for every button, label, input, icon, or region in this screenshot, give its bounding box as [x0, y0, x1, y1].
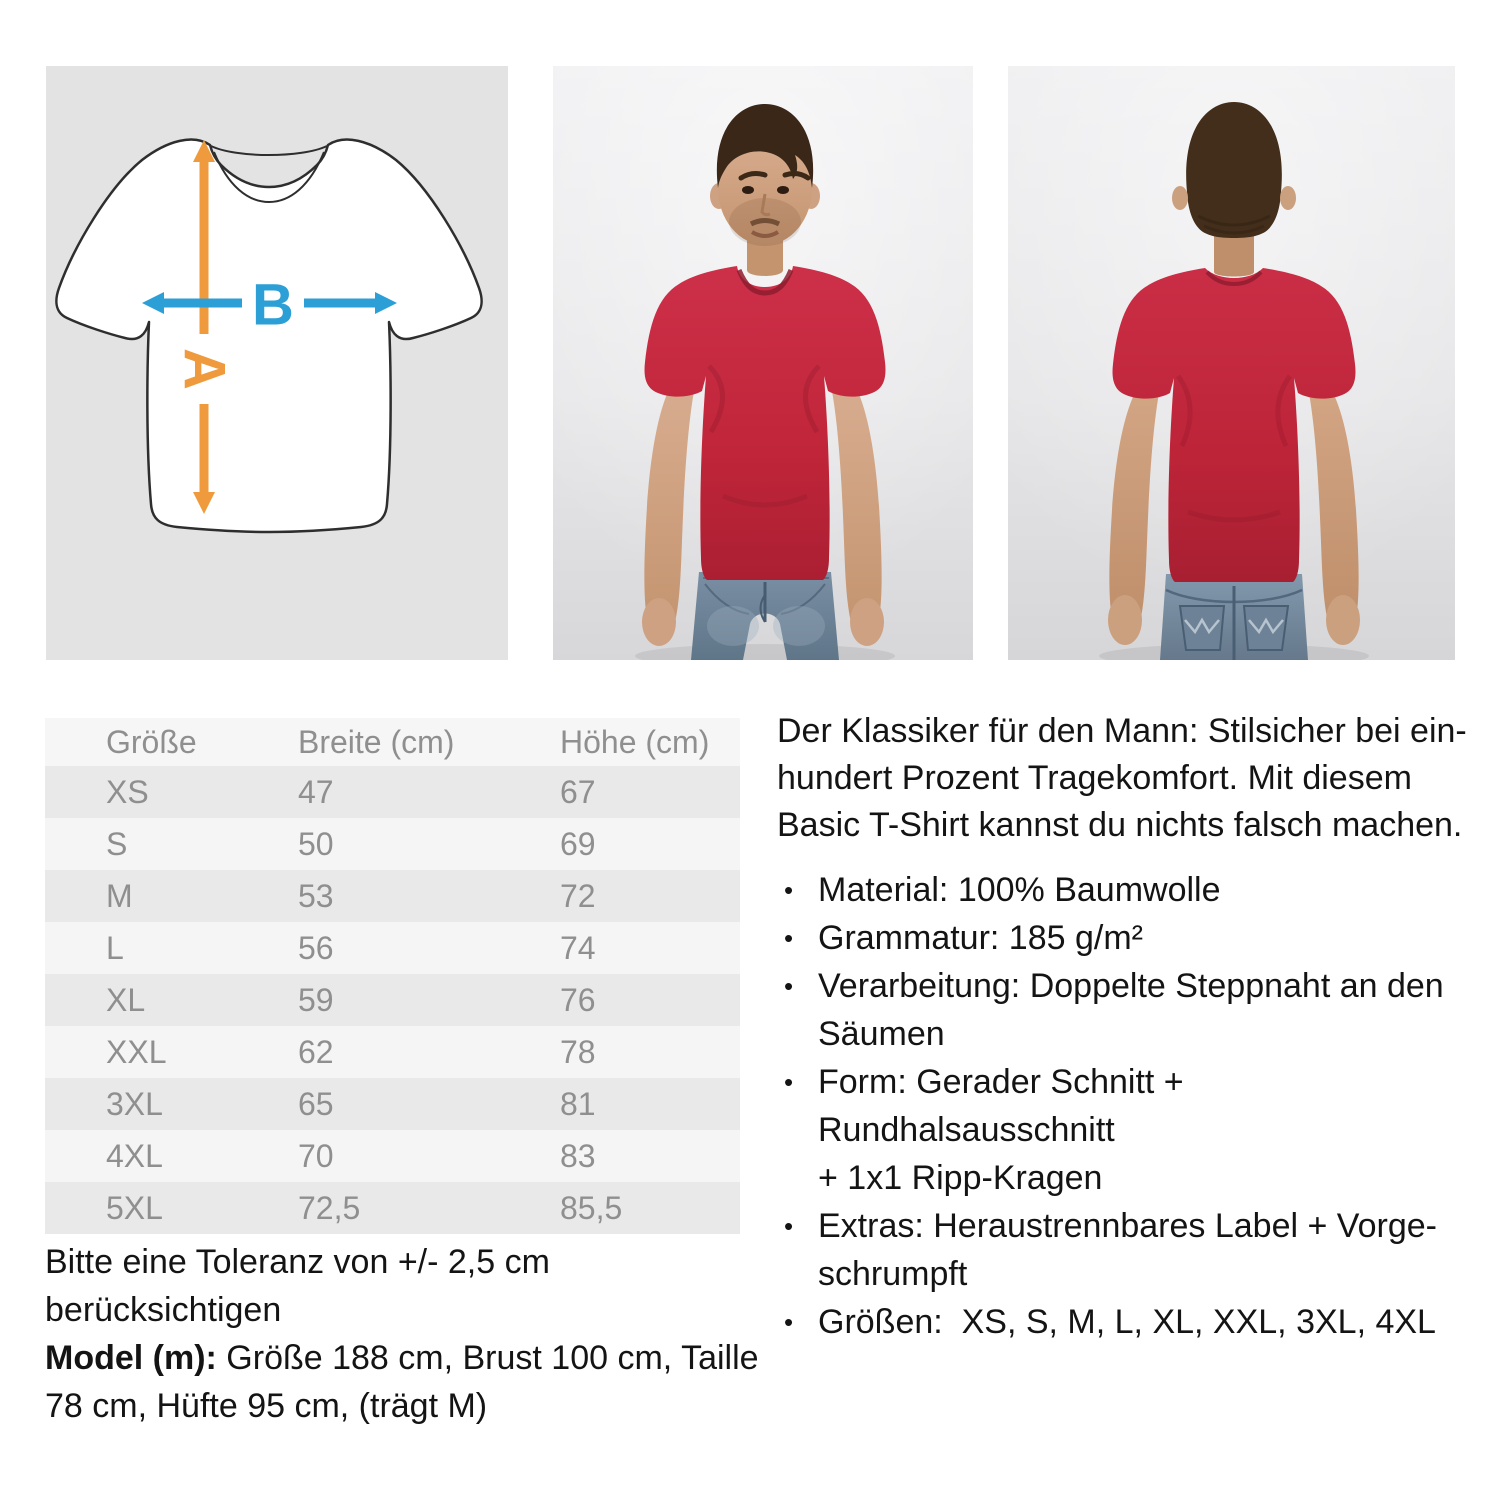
bullet-text: Größen: XS, S, M, L, XL, XXL, 3XL, 4XL	[818, 1303, 1436, 1341]
table-cell: 5XL	[106, 1189, 163, 1226]
tshirt-measure-diagram	[46, 66, 508, 660]
back-photo-panel	[1008, 66, 1455, 660]
description-paragraph	[777, 708, 1467, 849]
jeans-back	[1160, 574, 1308, 660]
tolerance-note: Bitte eine Toleranz von +/- 2,5 cm berücksichtigen	[45, 1243, 560, 1329]
product-description	[777, 708, 1467, 1346]
left-hand-back	[1108, 595, 1142, 645]
paragraph-line: Basic T-Shirt kannst du nichts falsch machen.	[777, 806, 1463, 844]
bullet-dot-icon: •	[784, 1211, 794, 1241]
table-cell: 76	[560, 981, 596, 1018]
table-cell: 47	[298, 773, 334, 810]
bullet-item	[777, 1298, 1467, 1346]
size-table	[45, 718, 740, 1234]
table-cell: 78	[560, 1033, 596, 1070]
bullet-dot-icon: •	[784, 1307, 794, 1337]
table-cell: 74	[560, 929, 596, 966]
table-cell: 59	[298, 981, 334, 1018]
bullet-list	[777, 866, 1467, 1346]
front-photo-panel	[553, 66, 973, 660]
table-cell: 69	[560, 825, 596, 862]
table-cell: 70	[298, 1137, 334, 1174]
table-row	[45, 1078, 740, 1130]
table-row	[45, 766, 740, 818]
table-row	[45, 1182, 740, 1234]
bullet-item	[777, 866, 1467, 914]
bullet-item	[777, 1058, 1467, 1202]
table-cell: 67	[560, 773, 596, 810]
table-row	[45, 922, 740, 974]
table-cell: 50	[298, 825, 334, 862]
bullet-item	[777, 914, 1467, 962]
back-photo	[1008, 66, 1455, 660]
measure-label-a: A	[171, 348, 237, 390]
table-cell: 72,5	[298, 1189, 361, 1226]
table-cell: 65	[298, 1085, 334, 1122]
table-row	[45, 1026, 740, 1078]
bullet-dot-icon: •	[784, 971, 794, 1001]
table-cell: 83	[560, 1137, 596, 1174]
bullet-dot-icon: •	[784, 875, 794, 905]
bullet-text: Form: Gerader Schnitt + Rundhalsausschnitt + 1x1 Ripp-Kragen	[818, 1063, 1194, 1197]
bullet-text: Material: 100% Baumwolle	[818, 871, 1221, 909]
table-cell: L	[106, 929, 124, 966]
bullet-text: Extras: Heraustrennbares Label + Vorge- schrumpft	[818, 1207, 1437, 1293]
measurement-notes	[45, 1238, 775, 1430]
paragraph-line: hundert Prozent Tragekomfort. Mit diesem	[777, 759, 1412, 797]
measure-label-b: B	[252, 272, 294, 338]
model-note-label: Model (m):	[45, 1339, 217, 1377]
size-diagram-panel	[46, 66, 508, 660]
table-header-row	[45, 718, 740, 766]
table-row	[45, 1130, 740, 1182]
bullet-item	[777, 962, 1467, 1058]
bullet-item	[777, 1202, 1467, 1298]
table-row	[45, 818, 740, 870]
table-cell: M	[106, 877, 133, 914]
table-cell: 85,5	[560, 1189, 623, 1226]
model-note-line1	[45, 1334, 775, 1382]
right-hand-back	[1326, 595, 1360, 645]
left-hand	[642, 598, 676, 646]
table-cell: 56	[298, 929, 334, 966]
table-cell: XXL	[106, 1033, 167, 1070]
table-cell: XS	[106, 773, 149, 810]
paragraph-line: Der Klassiker für den Mann: Stilsicher bei ein-	[777, 712, 1467, 750]
bullet-text: Verarbeitung: Doppelte Steppnaht an den Säumen	[818, 967, 1444, 1053]
table-row	[45, 974, 740, 1026]
front-photo	[553, 66, 973, 660]
table-cell: XL	[106, 981, 146, 1018]
model-note-line2: 78 cm, Hüfte 95 cm, (trägt M)	[45, 1387, 488, 1425]
model-note-rest: Größe 188 cm, Brust 100 cm, Taille	[216, 1339, 759, 1377]
table-cell: 53	[298, 877, 334, 914]
left-back-pocket	[1180, 606, 1224, 650]
bullet-dot-icon: •	[784, 1067, 794, 1097]
right-back-pocket	[1244, 606, 1288, 650]
size-table-section	[45, 718, 740, 1234]
table-cell: 81	[560, 1085, 596, 1122]
table-cell: S	[106, 825, 128, 862]
bullet-dot-icon: •	[784, 923, 794, 953]
table-cell: 4XL	[106, 1137, 163, 1174]
table-cell: 3XL	[106, 1085, 163, 1122]
column-header-hoehe: Höhe (cm)	[560, 718, 740, 766]
table-cell: 72	[560, 877, 596, 914]
size-table-body	[45, 766, 740, 1234]
column-header-groesse: Größe	[45, 718, 298, 766]
bullet-text: Grammatur: 185 g/m²	[818, 919, 1143, 957]
table-cell: 62	[298, 1033, 334, 1070]
table-row	[45, 870, 740, 922]
column-header-breite: Breite (cm)	[298, 718, 560, 766]
right-hand	[850, 598, 884, 646]
